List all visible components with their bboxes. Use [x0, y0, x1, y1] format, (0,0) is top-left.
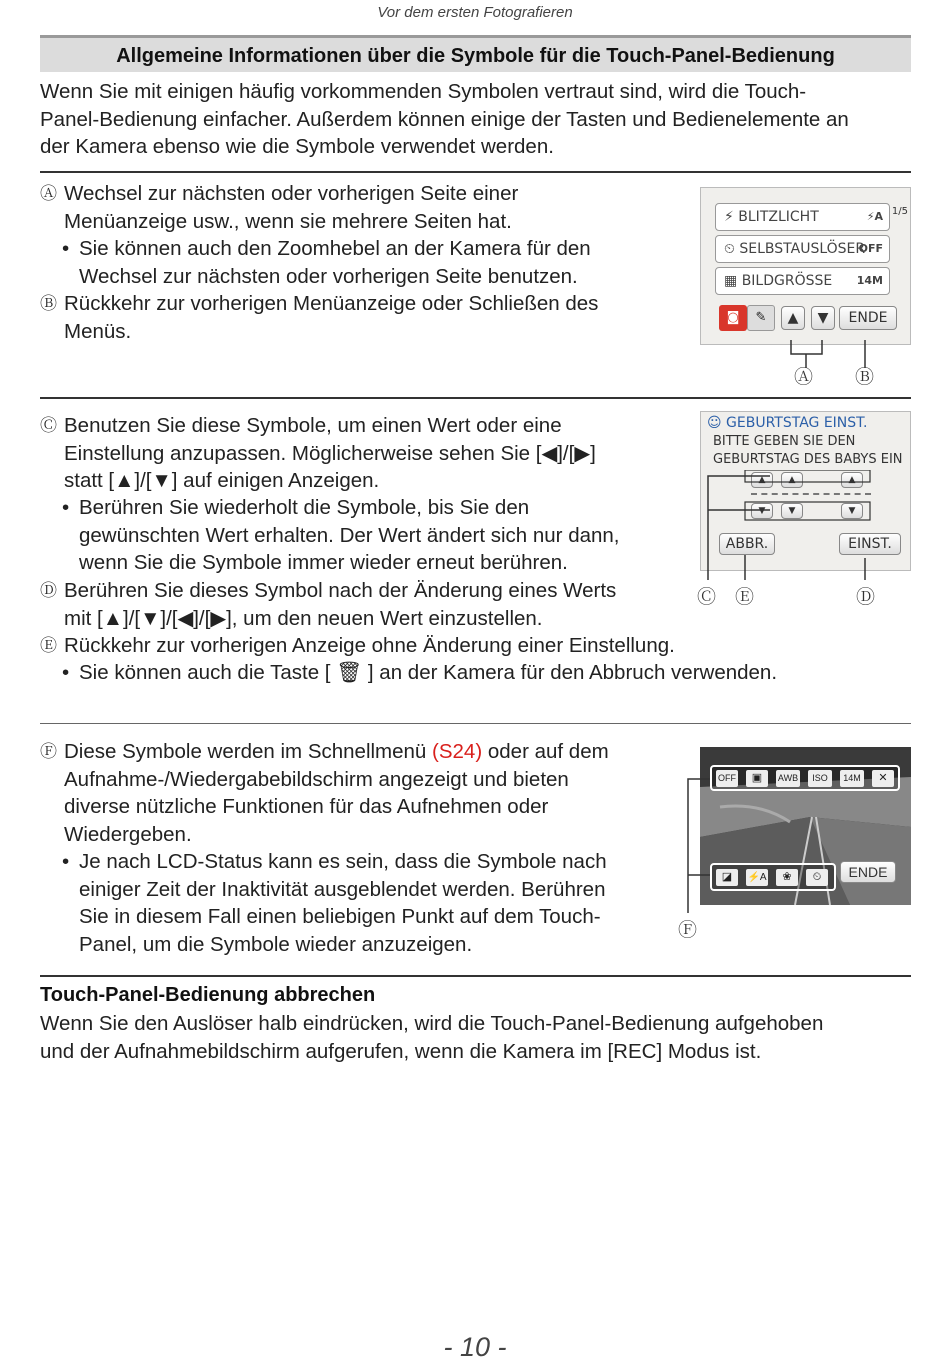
bullet-c — [62, 494, 682, 577]
item-line: Rückkehr zur vorherigen Menüanzeige oder Schließen des — [64, 292, 599, 315]
bullet-line: Sie können auch die Taste [ 🗑 ] an der Kamera für den Abbruch verwenden. — [79, 661, 778, 684]
timer-icon: ⏲ — [724, 241, 740, 257]
bullet-line: Berühren Sie wiederholt die Symbole, bis Sie den — [79, 496, 530, 519]
marker-a: Ⓐ — [40, 184, 57, 203]
quick-icon: ⏲ — [806, 869, 828, 886]
baby-icon: ☺ — [707, 415, 727, 431]
divider — [40, 397, 911, 399]
item-line: Aufnahme-/Wiedergabebildschirm angezeigt und bieten — [64, 767, 569, 791]
ende-button: ENDE — [840, 861, 896, 883]
quick-icon: ❀ — [776, 869, 798, 886]
callout-f: Ⓕ — [678, 920, 698, 941]
menu-row-value: OFF — [858, 242, 883, 255]
item-line: statt [▲]/[▼] auf einigen Anzeigen. — [64, 469, 380, 492]
bullet-line: Sie können auch den Zoomhebel an der Kamera für den — [79, 237, 591, 260]
quick-icon: ⚡A — [746, 869, 768, 886]
marker-f: Ⓕ — [40, 742, 57, 761]
screen-title-text: GEBURTSTAG EINST. — [726, 415, 868, 431]
bullet-dot: • — [62, 237, 70, 260]
up-icon: ▲ — [781, 472, 803, 488]
cancel-heading: Touch-Panel-Bedienung abbrechen — [40, 984, 376, 1006]
bullet-f — [62, 848, 662, 958]
menu-row-label: BILDGRÖSSE — [741, 273, 833, 289]
item-line — [40, 738, 680, 766]
quick-icon: ▣ — [746, 770, 768, 787]
wrench-tab-icon: ✎ — [747, 305, 775, 331]
bullet-line: Wechsel zur nächsten oder vorherigen Seite benutzen. — [79, 264, 578, 288]
quick-menu-screen-illustration — [700, 747, 911, 905]
page-number: - 10 - — [443, 1332, 507, 1362]
down-icon: ▼ — [781, 503, 803, 519]
grid-icon: ▦ — [724, 273, 742, 289]
up-icon: ▲ — [751, 472, 773, 488]
divider — [40, 171, 911, 173]
quick-icon: ◪ — [716, 869, 738, 886]
quick-icon: ISO — [808, 770, 832, 787]
quick-icon: OFF — [716, 770, 738, 787]
item-b — [40, 290, 660, 345]
bullet-line: Je nach LCD-Status kann es sein, dass die Symbole nach — [79, 850, 607, 873]
marker-d: Ⓓ — [40, 581, 57, 600]
menu-row-label: BLITZLICHT — [738, 209, 819, 225]
intro-paragraph — [40, 78, 849, 161]
quick-menu-bottom-bar — [710, 863, 836, 891]
item-line: diverse nützliche Funktionen für das Aufnehmen oder — [64, 795, 549, 818]
einst-button: EINST. — [839, 533, 901, 555]
menu-row-imagesize — [715, 267, 890, 295]
item-d — [40, 577, 700, 632]
section-title: Allgemeine Informationen über die Symbole für die Touch-Panel-Bedienung — [40, 35, 911, 72]
page-reference-link[interactable]: (S24) — [432, 740, 483, 763]
item-line: Rückkehr zur vorherigen Anzeige ohne Änderung einer Einstellung. — [64, 634, 675, 657]
abbr-button: ABBR. — [719, 533, 775, 555]
marker-e: Ⓔ — [40, 636, 57, 655]
intro-line: der Kamera ebenso wie die Symbole verwendet werden. — [40, 135, 554, 158]
callout-c: Ⓒ — [697, 587, 717, 608]
bullet-line: wenn Sie die Symbole immer wieder erneut berühren. — [79, 551, 568, 574]
divider — [40, 723, 911, 724]
page-up-icon: ▲ — [781, 306, 805, 330]
cancel-paragraph — [40, 1010, 823, 1065]
cancel-line: Wenn Sie den Auslöser halb eindrücken, wird die Touch-Panel-Bedienung aufgehoben — [40, 1012, 824, 1035]
quick-menu-top-bar — [710, 765, 900, 791]
quick-icon: AWB — [776, 770, 800, 787]
down-icon: ▼ — [841, 503, 863, 519]
menu-row-selftimer — [715, 235, 890, 263]
screen-line: GEBURTSTAG DES BABYS EIN — [713, 452, 903, 467]
ende-button: ENDE — [839, 306, 897, 330]
item-f — [40, 738, 680, 848]
callout-a: Ⓐ — [794, 367, 814, 388]
screen-title — [707, 415, 868, 431]
item-a — [40, 180, 660, 235]
page-header: Vor dem ersten Fotografieren — [377, 4, 573, 21]
item-line: mit [▲]/[▼]/[◀]/[▶], um den neuen Wert einzustellen. — [64, 606, 543, 630]
bullet-e — [62, 659, 912, 687]
menu-screen-illustration — [700, 187, 911, 345]
callout-b: Ⓑ — [855, 367, 875, 388]
intro-line: Wenn Sie mit einigen häufig vorkommenden Symbolen vertraut sind, wird die Touch- — [40, 80, 807, 103]
quick-icon: 14M — [840, 770, 864, 787]
camera-tab-icon: ◙ — [719, 305, 747, 331]
marker-b: Ⓑ — [40, 294, 57, 313]
bullet-line: Sie in diesem Fall einen beliebigen Punkt auf dem Touch- — [79, 905, 601, 928]
bullet-dot: • — [62, 850, 70, 873]
callout-lines-f — [680, 775, 720, 915]
text-span: oder auf dem — [482, 740, 609, 763]
marker-c: Ⓒ — [40, 416, 57, 435]
bullet-a — [62, 235, 662, 290]
menu-row-flash — [715, 203, 890, 231]
bullet-line: Panel, um die Symbole wieder anzuzeigen. — [79, 932, 473, 956]
menu-row-label: SELBSTAUSLÖSER — [739, 241, 866, 257]
item-line: Wiedergeben. — [64, 822, 192, 846]
screen-line: BITTE GEBEN SIE DEN — [713, 434, 856, 449]
down-icon: ▼ — [751, 503, 773, 519]
item-line: Menüs. — [64, 319, 132, 343]
bullet-line: gewünschten Wert erhalten. Der Wert ändert sich nur dann, — [79, 523, 620, 547]
bullet-dot: • — [62, 661, 70, 684]
callout-lines-cde — [690, 470, 911, 584]
intro-line: Panel-Bedienung einfacher. Außerdem können einige der Tasten und Bedienelemente an — [40, 107, 849, 131]
cancel-line: und der Aufnahmebildschirm aufgerufen, wenn die Kamera im [REC] Modus ist. — [40, 1039, 762, 1063]
callout-e: Ⓔ — [735, 587, 755, 608]
item-c — [40, 412, 680, 495]
item-line: Menüanzeige usw., wenn sie mehrere Seiten hat. — [64, 209, 512, 233]
bullet-dot: • — [62, 496, 70, 519]
item-line: Wechsel zur nächsten oder vorherigen Seite einer — [64, 182, 519, 205]
flash-icon: ⚡ — [724, 209, 739, 225]
page-down-icon: ▼ — [811, 306, 835, 330]
item-line: Berühren Sie dieses Symbol nach der Änderung eines Werts — [64, 579, 617, 602]
item-line: Benutzen Sie diese Symbole, um einen Wert oder eine — [64, 414, 562, 437]
quick-icon: ✕ — [872, 770, 894, 787]
menu-row-value: 14M — [856, 274, 883, 287]
menu-row-value: ⚡A — [866, 210, 883, 223]
divider — [40, 975, 911, 977]
bullet-line: einiger Zeit der Inaktivität ausgeblendet werden. Berühren — [79, 877, 606, 901]
item-e — [40, 632, 900, 660]
callout-d: Ⓓ — [856, 587, 876, 608]
page-indicator: 1/5 — [891, 206, 908, 217]
up-icon: ▲ — [841, 472, 863, 488]
item-line: Einstellung anzupassen. Möglicherweise sehen Sie [◀]/[▶] — [64, 441, 596, 465]
text-span: Diese Symbole werden im Schnellmenü — [64, 740, 433, 763]
